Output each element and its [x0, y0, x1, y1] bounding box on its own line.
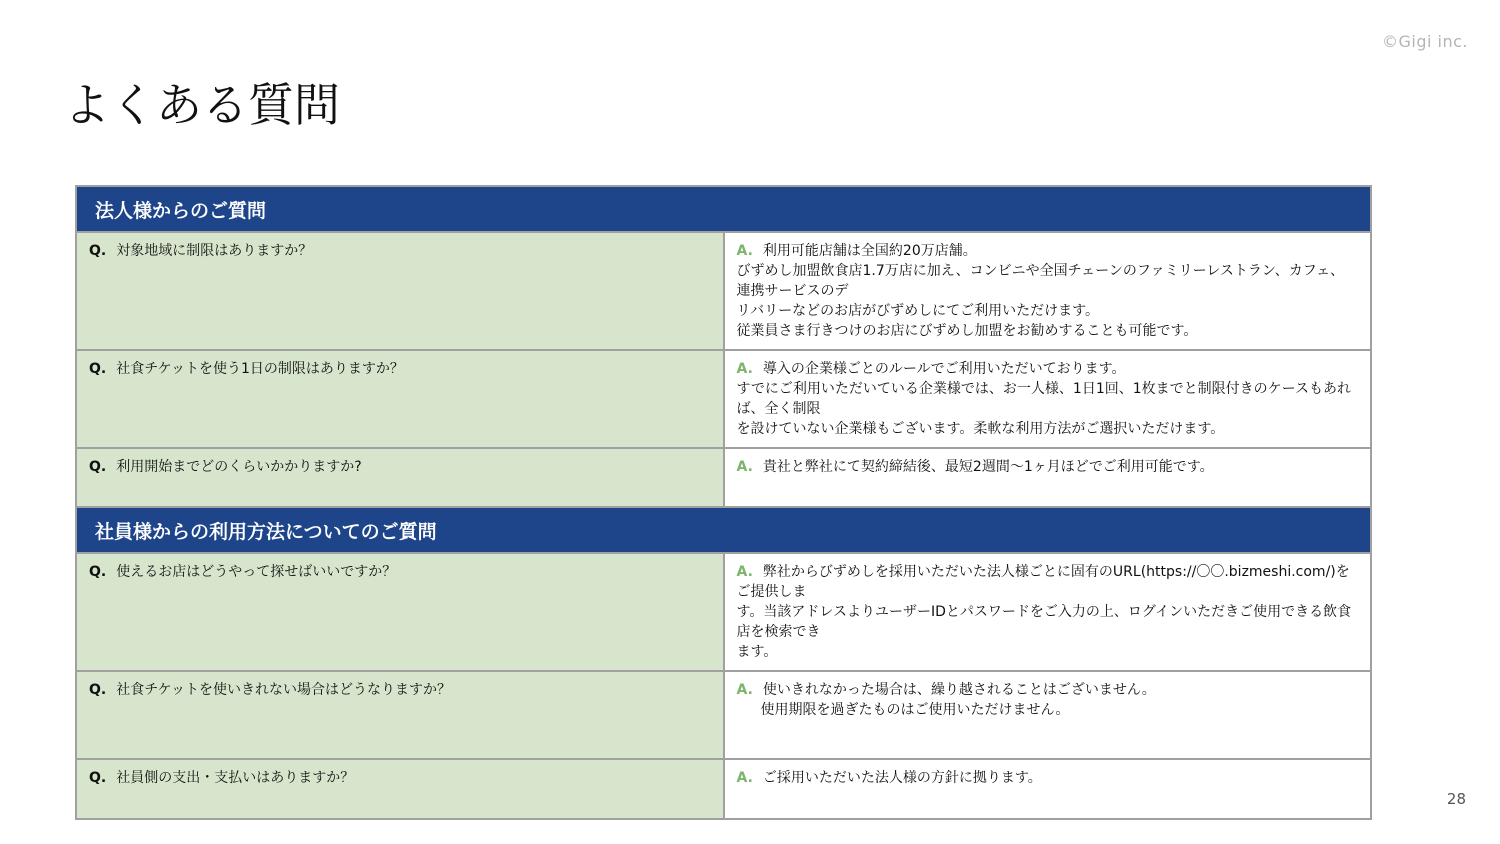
question-text: 使えるお店はどうやって探せばいいですか？	[116, 564, 397, 580]
question-text: 社食チケットを使いきれない場合はどうなりますか？	[116, 682, 451, 698]
question-text: 社員側の支出・支払いはありますか？	[116, 770, 355, 786]
answer-text: 弊社からびずめしを採用いただいた法人様ごとに固有のURL(https://〇〇.bizmeshi.com/)をご提供しま	[736, 564, 1350, 600]
question-text: 社食チケットを使う1日の制限はありますか？	[116, 361, 404, 377]
question-cell	[76, 553, 724, 671]
faq-row	[76, 671, 1371, 759]
faq-row	[76, 350, 1371, 448]
a-mark: A.	[736, 459, 753, 475]
faq-table-employee	[75, 506, 1372, 820]
answer-text: ます。	[736, 644, 778, 660]
section-header: 社員様からの利用方法についてのご質問	[76, 507, 1371, 553]
faq-row	[76, 759, 1371, 819]
faq-row	[76, 232, 1371, 350]
question-cell	[76, 232, 724, 350]
answer-text: すでにご利用いただいている企業様では、お一人様、1日1回、1枚までと制限付きのケースもあれば、全く制限	[736, 381, 1351, 417]
page-number: 28	[1446, 790, 1466, 808]
answer-text: す。当該アドレスよりユーザーIDとパスワードをご入力の上、ログインいただきご使用できる飲食店を検索でき	[736, 604, 1352, 640]
a-mark: A.	[736, 361, 753, 377]
answer-text: 使用期限を過ぎたものはご使用いただけません。	[760, 702, 1070, 718]
answer-text: リバリーなどのお店がびずめしにてご利用いただけます。	[736, 303, 1099, 319]
answer-text: ご採用いただいた法人様の方針に拠ります。	[762, 770, 1042, 786]
q-mark: Q.	[89, 564, 107, 580]
page-title: よくある質問	[64, 78, 340, 132]
a-mark: A.	[736, 243, 753, 259]
question-cell	[76, 759, 724, 819]
question-cell	[76, 448, 724, 508]
answer-cell	[724, 553, 1372, 671]
q-mark: Q.	[89, 770, 107, 786]
answer-cell	[724, 350, 1372, 448]
answer-text: 従業員さま行きつけのお店にびずめし加盟をお勧めすることも可能です。	[736, 323, 1198, 339]
answer-cell	[724, 448, 1372, 508]
q-mark: Q.	[89, 459, 107, 475]
a-mark: A.	[736, 770, 753, 786]
section-header: 法人様からのご質問	[76, 186, 1371, 232]
answer-text: を設けていない企業様もございます。柔軟な利用方法がご選択いただけます。	[736, 421, 1225, 437]
question-cell	[76, 350, 724, 448]
answer-text: 利用可能店舗は全国約20万店舗。	[762, 243, 977, 259]
q-mark: Q.	[89, 682, 107, 698]
answer-cell	[724, 671, 1372, 759]
question-text: 対象地域に制限はありますか？	[116, 243, 313, 259]
answer-text: びずめし加盟飲食店1.7万店に加え、コンビニや全国チェーンのファミリーレストラン、カフェ、連携サービスのデ	[736, 263, 1345, 299]
q-mark: Q.	[89, 361, 107, 377]
a-mark: A.	[736, 682, 753, 698]
answer-text: 貴社と弊社にて契約締結後、最短2週間～1ヶ月ほどでご利用可能です。	[762, 459, 1214, 475]
answer-cell	[724, 232, 1372, 350]
copyright: ©Gigi inc.	[1382, 32, 1468, 51]
q-mark: Q.	[89, 243, 107, 259]
answer-cell	[724, 759, 1372, 819]
a-mark: A.	[736, 564, 753, 580]
question-text: 利用開始までどのくらいかかりますか?	[116, 459, 362, 475]
faq-row	[76, 553, 1371, 671]
faq-row	[76, 448, 1371, 508]
answer-text: 導入の企業様ごとのルールでご利用いただいております。	[762, 361, 1126, 377]
answer-text: 使いきれなかった場合は、繰り越されることはございません。	[762, 682, 1156, 698]
question-cell	[76, 671, 724, 759]
faq-table-corporate	[75, 185, 1372, 509]
